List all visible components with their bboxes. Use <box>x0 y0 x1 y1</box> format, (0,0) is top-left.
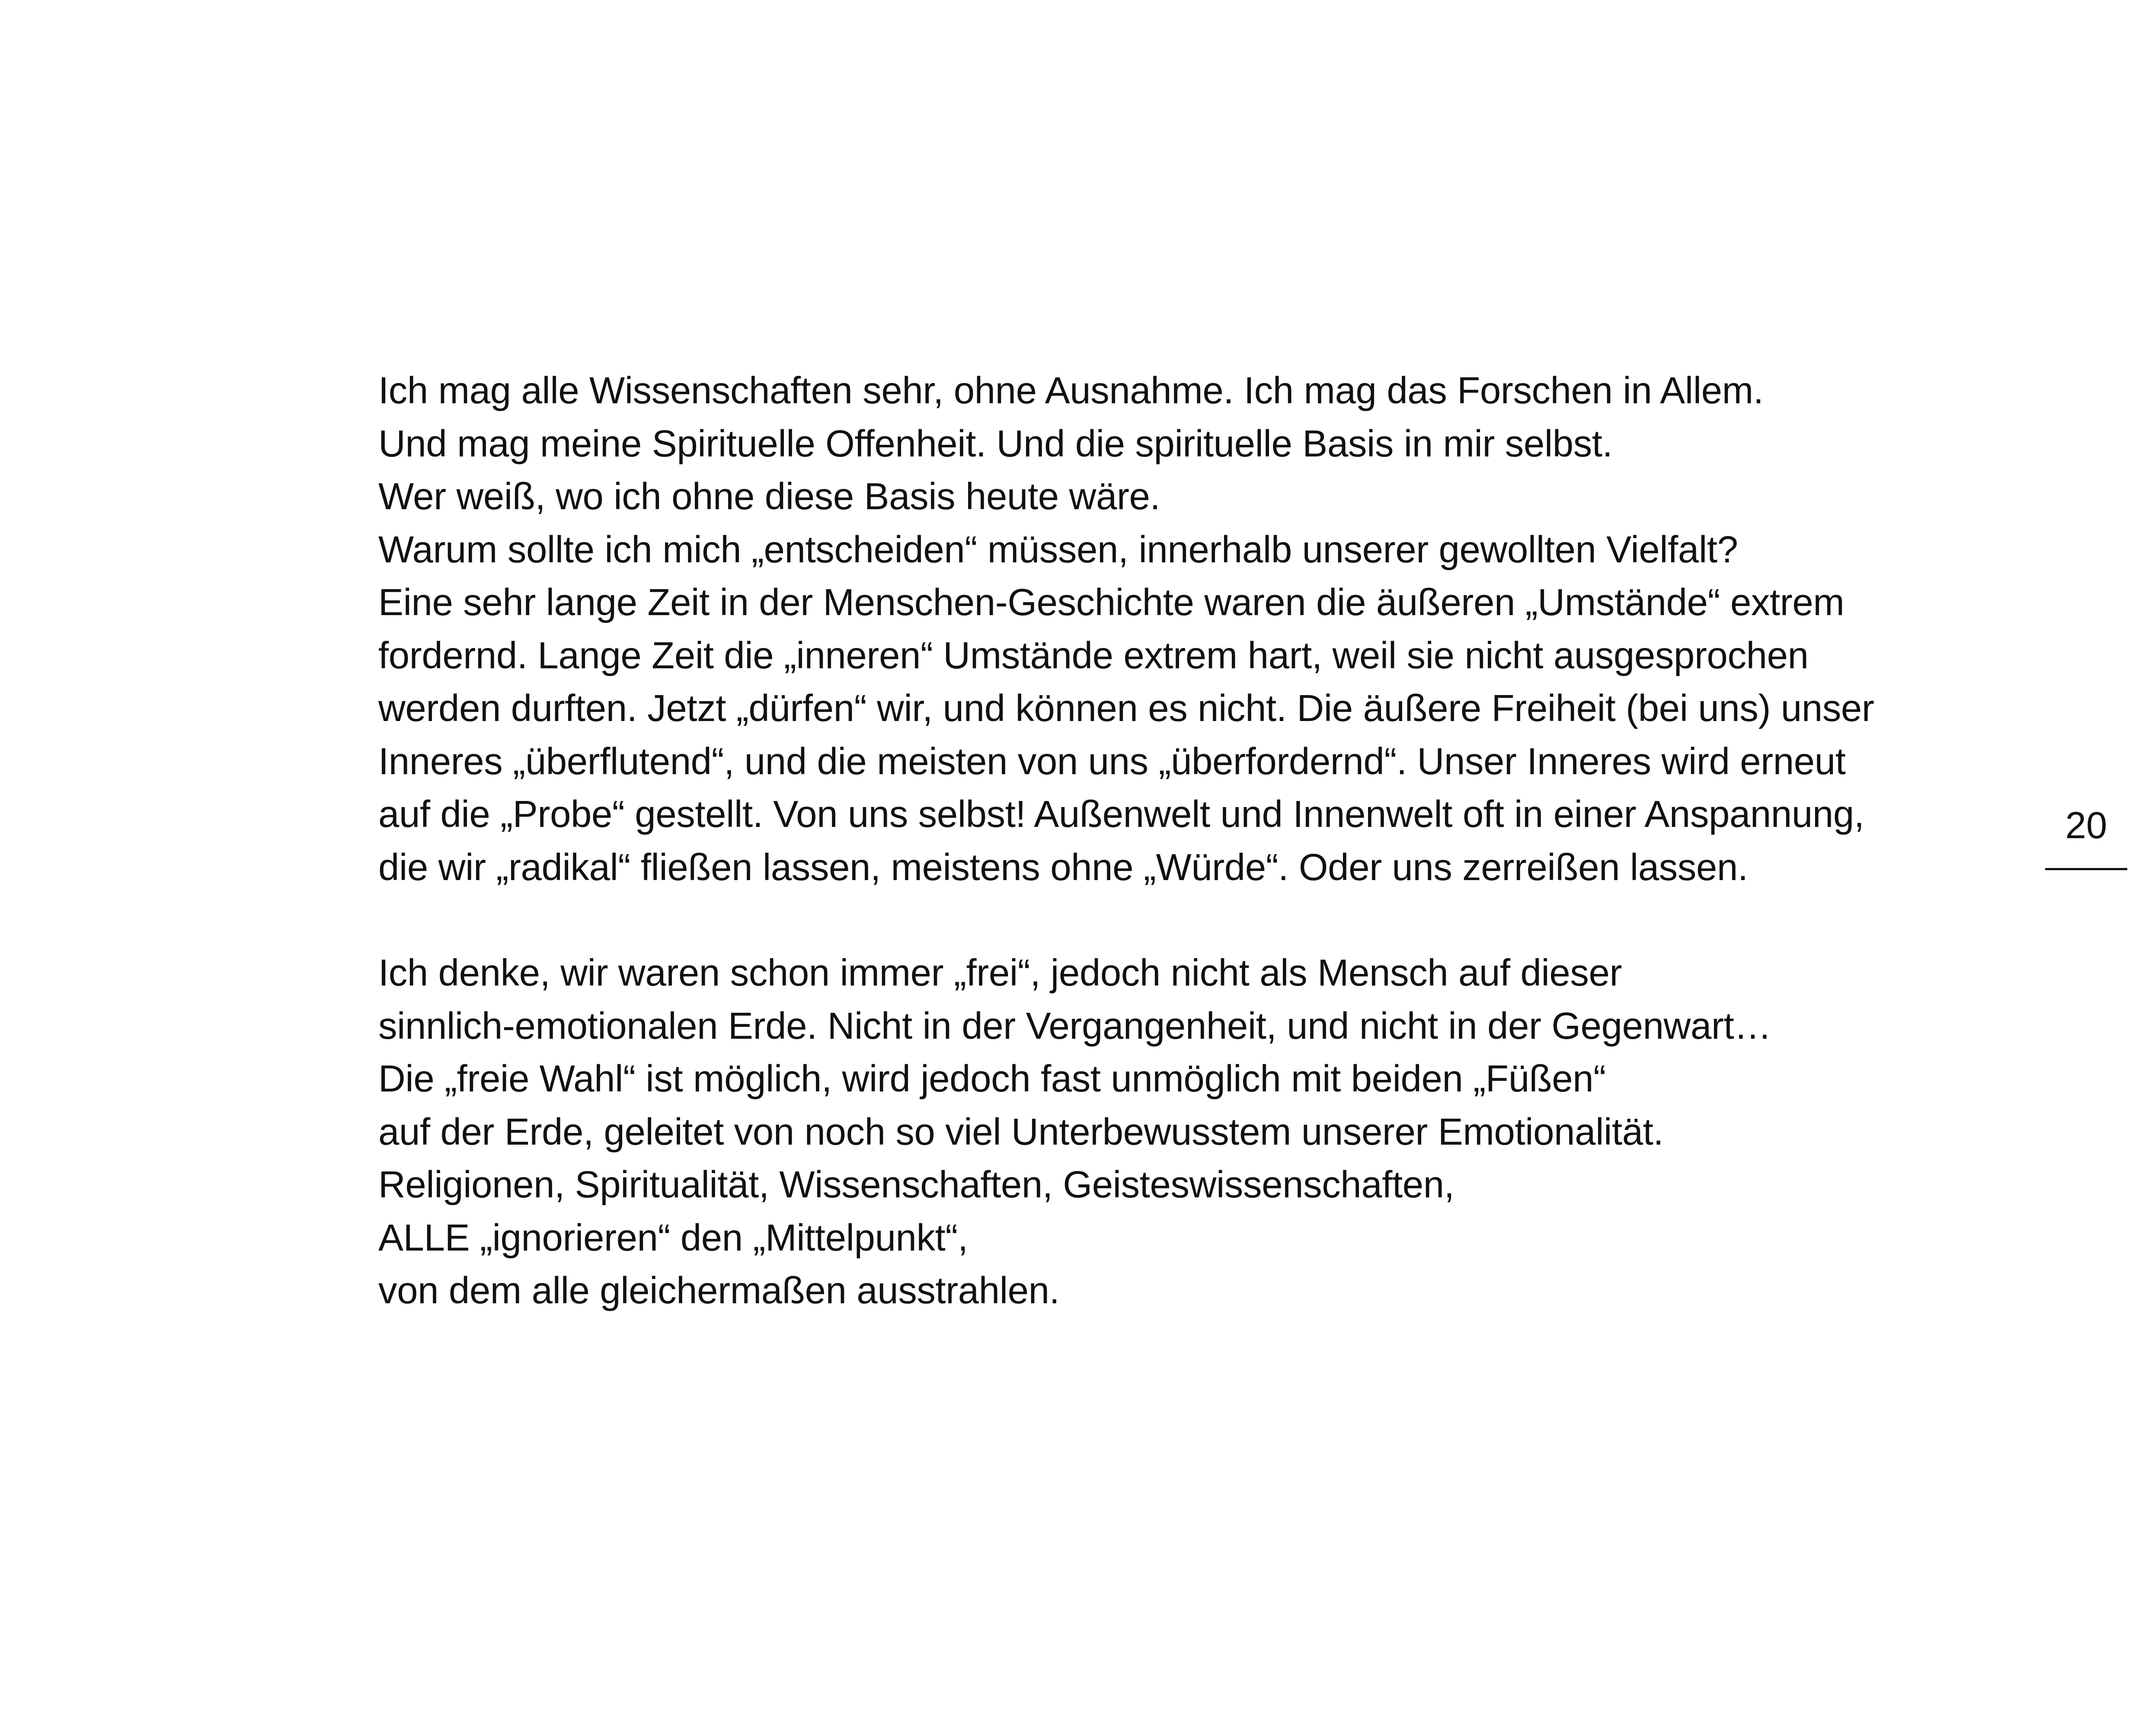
text-line: ALLE „ignorieren“ den „Mittelpunkt“, <box>378 1216 968 1259</box>
text-line: Und mag meine Spirituelle Offenheit. Und die spirituelle Basis in mir selbst. <box>378 422 1613 465</box>
text-line: Die „freie Wahl“ ist möglich, wird jedoch fast unmöglich mit beiden „Füßen“ <box>378 1058 1606 1100</box>
paragraph-1 <box>378 364 2021 894</box>
text-line: Religionen, Spiritualität, Wissenschaften, Geisteswissenschaften, <box>378 1164 1455 1206</box>
text-line: Ich denke, wir waren schon immer „frei“, jedoch nicht als Mensch auf dieser <box>378 952 1622 994</box>
text-line: Ich mag alle Wissenschaften sehr, ohne Ausnahme. Ich mag das Forschen in Allem. <box>378 370 1764 412</box>
text-line: die wir „radikal“ fließen lassen, meistens ohne „Würde“. Oder uns zerreißen lassen. <box>378 846 1748 888</box>
text-line: auf die „Probe“ gestellt. Von uns selbst! Außenwelt und Innenwelt oft in einer Anspannung, <box>378 793 1864 835</box>
text-line: werden durften. Jetzt „dürfen“ wir, und können es nicht. Die äußere Freiheit (bei uns) unser <box>378 687 1874 729</box>
text-line: fordernd. Lange Zeit die „inneren“ Umstände extrem hart, weil sie nicht ausgesprochen <box>378 634 1809 677</box>
text-line: auf der Erde, geleitet von noch so viel Unterbewusstem unserer Emotionalität. <box>378 1111 1664 1153</box>
page-number-underline <box>2045 868 2127 870</box>
text-line: von dem alle gleichermaßen ausstrahlen. <box>378 1270 1060 1312</box>
text-line: Inneres „überflutend“, und die meisten von uns „überfordernd“. Unser Inneres wird erneut <box>378 740 1846 782</box>
body-text <box>378 364 2021 1318</box>
text-line: Wer weiß, wo ich ohne diese Basis heute wäre. <box>378 475 1160 517</box>
paragraph-2 <box>378 947 2021 1318</box>
text-line: Eine sehr lange Zeit in der Menschen-Geschichte waren die äußeren „Umstände“ extrem <box>378 581 1845 623</box>
text-line: Warum sollte ich mich „entscheiden“ müssen, innerhalb unserer gewollten Vielfalt? <box>378 528 1738 571</box>
text-line: sinnlich-emotionalen Erde. Nicht in der Vergangenheit, und nicht in der Gegenwart… <box>378 1005 1771 1047</box>
page-number: 20 <box>2065 804 2107 846</box>
